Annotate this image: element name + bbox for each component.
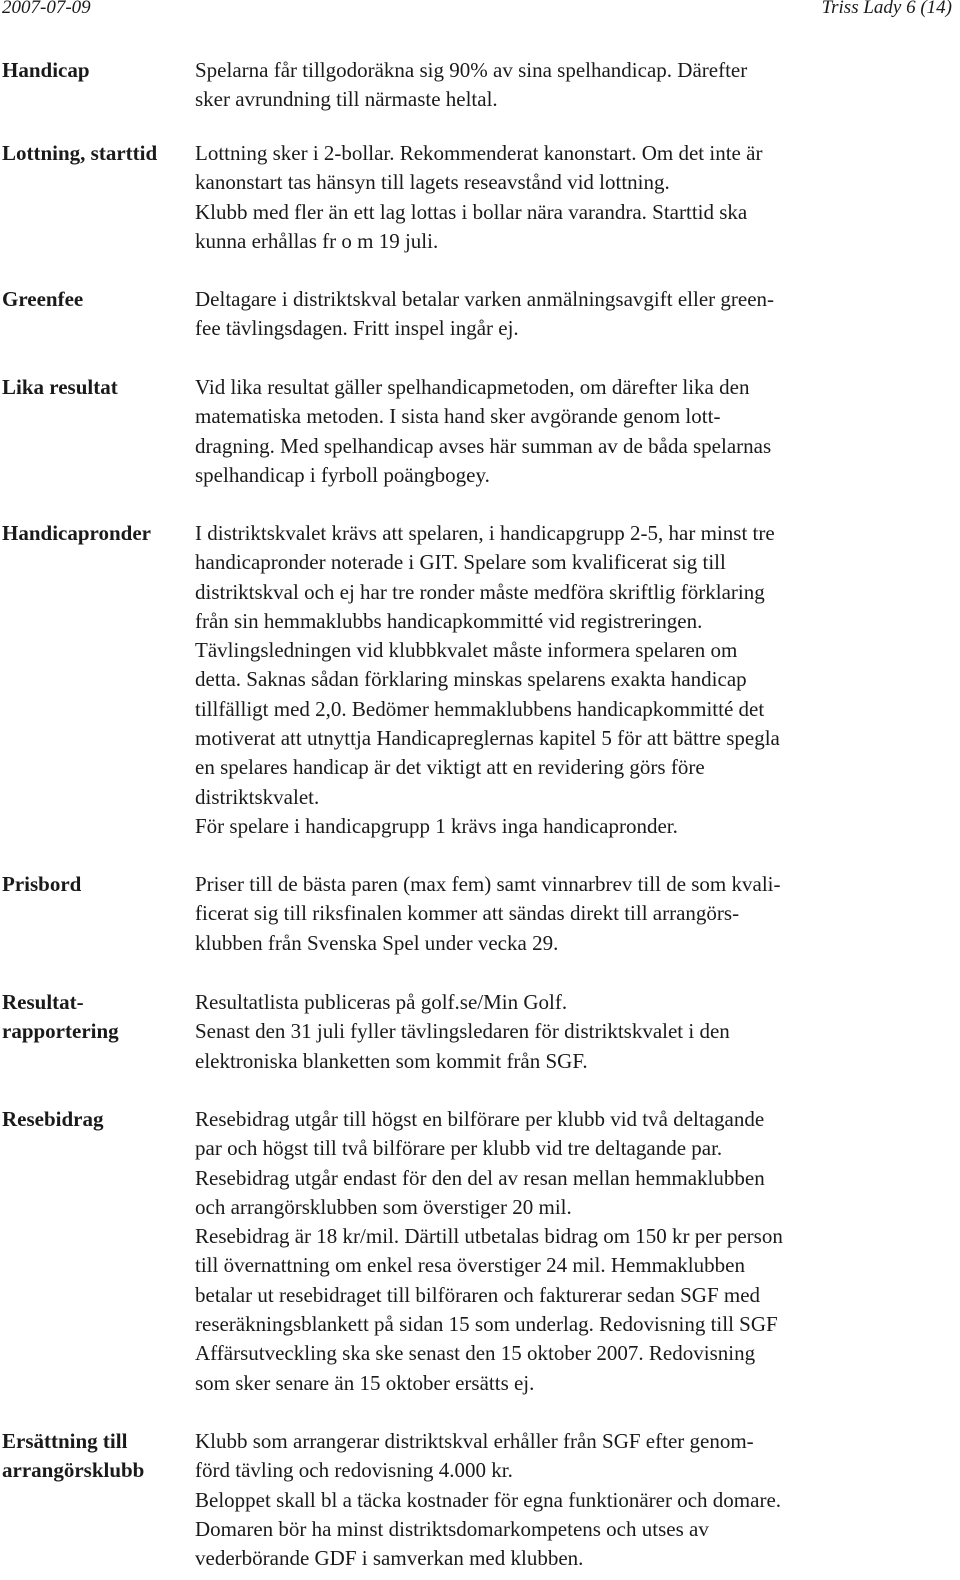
text-line: Beloppet skall bl a täcka kostnader för egna funktionärer och domare. <box>195 1487 782 1512</box>
label-line: Ersättning till <box>2 1429 128 1453</box>
section-label-resebidrag: Resebidrag <box>2 1107 104 1131</box>
text-line: ficerat sig till riksfinalen kommer att sändas direkt till arrangörs- <box>195 901 740 926</box>
text-line: I distriktskvalet krävs att spelaren, i handicapgrupp 2-5, har minst tre <box>195 521 775 545</box>
text-line: sker avrundning till närmaste heltal. <box>195 87 498 112</box>
label-line: rapportering <box>2 1019 119 1044</box>
text-line: från sin hemmaklubbs handicapkommitté vid registreringen. <box>195 608 703 633</box>
text-line: matematiska metoden. I sista hand sker avgörande genom lott- <box>195 404 721 429</box>
section-body-greenfee <box>195 285 955 344</box>
text-line: Affärsutveckling ska ske senast den 15 oktober 2007. Redovisning <box>195 1341 756 1366</box>
text-line: Klubb med fler än ett lag lottas i bollar nära varandra. Starttid ska <box>195 199 748 224</box>
section-label-resultatrapportering <box>2 988 187 1047</box>
label-line: Resultat- <box>2 990 84 1014</box>
label-line: arrangörsklubb <box>2 1458 145 1483</box>
text-line: och arrangörsklubben som överstiger 20 mil. <box>195 1194 572 1219</box>
text-line: kunna erhållas fr o m 19 juli. <box>195 228 439 253</box>
section-body-lika-resultat <box>195 373 955 490</box>
text-line: vederbörande GDF i samverkan med klubben. <box>195 1546 584 1571</box>
text-line: fee tävlingsdagen. Fritt inspel ingår ej. <box>195 316 519 341</box>
text-line: till övernattning om enkel resa överstiger 24 mil. Hemmaklubben <box>195 1253 745 1278</box>
section-body-handicap <box>195 56 955 115</box>
text-line: Resebidrag utgår endast för den del av resan mellan hemmaklubben <box>195 1165 765 1190</box>
text-line: betalar ut resebidraget till bilföraren och fakturerar sedan SGF med <box>195 1282 761 1307</box>
text-line: tillfälligt med 2,0. Bedömer hemmaklubbens handicapkommitté det <box>195 696 765 721</box>
header-date: 2007-07-09 <box>2 0 91 18</box>
text-line: som sker senare än 15 oktober ersätts ej. <box>195 1370 535 1395</box>
text-line: detta. Saknas sådan förklaring minskas spelarens exakta handicap <box>195 667 747 692</box>
text-line: Resultatlista publiceras på golf.se/Min Golf. <box>195 990 568 1014</box>
text-line: distriktskvalet. <box>195 784 320 809</box>
section-label-lottning: Lottning, starttid <box>2 141 158 165</box>
section-body-handicapronder <box>195 519 955 841</box>
section-label-prisbord: Prisbord <box>2 872 82 896</box>
text-line: Tävlingsledningen vid klubbkvalet måste informera spelaren om <box>195 638 738 663</box>
text-line: kanonstart tas hänsyn till lagets reseavstånd vid lottning. <box>195 170 670 195</box>
text-line: Resebidrag utgår till högst en bilförare per klubb vid två deltagande <box>195 1107 765 1131</box>
section-body-resebidrag <box>195 1105 955 1398</box>
section-body-prisbord <box>195 870 955 958</box>
header-doc-title: Triss Lady 6 (14) <box>821 0 952 18</box>
section-label-handicap: Handicap <box>2 58 90 82</box>
text-line: För spelare i handicapgrupp 1 krävs inga handicapronder. <box>195 813 678 838</box>
text-line: förd tävling och redovisning 4.000 kr. <box>195 1458 513 1483</box>
section-label-lika-resultat: Lika resultat <box>2 375 118 399</box>
section-body-ersattning <box>195 1427 955 1573</box>
text-line: Resebidrag är 18 kr/mil. Därtill utbetalas bidrag om 150 kr per person <box>195 1224 783 1249</box>
section-label-greenfee: Greenfee <box>2 287 84 311</box>
text-line: Domaren bör ha minst distriktsdomarkompetens och utses av <box>195 1516 709 1541</box>
section-label-ersattning <box>2 1427 187 1486</box>
section-body-lottning <box>195 139 955 256</box>
page-header <box>0 0 960 20</box>
text-line: reseräkningsblankett på sidan 15 som underlag. Redovisning till SGF <box>195 1312 778 1337</box>
text-line: Priser till de bästa paren (max fem) samt vinnarbrev till de som kvali- <box>195 872 781 896</box>
text-line: Spelarna får tillgodoräkna sig 90% av sina spelhandicap. Därefter <box>195 58 748 82</box>
text-line: Lottning sker i 2-bollar. Rekommenderat kanonstart. Om det inte är <box>195 141 763 165</box>
section-label-handicapronder: Handicapronder <box>2 521 151 545</box>
section-body-resultatrapportering <box>195 988 955 1076</box>
text-line: handicapronder noterade i GIT. Spelare som kvalificerat sig till <box>195 550 726 575</box>
text-line: dragning. Med spelhandicap avses här summan av de båda spelarnas <box>195 433 772 458</box>
text-line: Deltagare i distriktskval betalar varken anmälningsavgift eller green- <box>195 287 775 311</box>
text-line: spelhandicap i fyrboll poängbogey. <box>195 462 490 487</box>
text-line: Senast den 31 juli fyller tävlingsledaren för distriktskvalet i den <box>195 1019 730 1044</box>
text-line: par och högst till två bilförare per klubb vid tre deltagande par. <box>195 1136 723 1161</box>
text-line: Klubb som arrangerar distriktskval erhåller från SGF efter genom- <box>195 1429 754 1453</box>
text-line: elektroniska blanketten som kommit från SGF. <box>195 1048 588 1073</box>
text-line: Vid lika resultat gäller spelhandicapmetoden, om därefter lika den <box>195 375 750 399</box>
text-line: en spelares handicap är det viktigt att en revidering görs före <box>195 755 705 780</box>
text-line: motiverat att utnyttja Handicapreglernas kapitel 5 för att bättre spegla <box>195 726 780 751</box>
text-line: klubben från Svenska Spel under vecka 29. <box>195 930 559 955</box>
text-line: distriktskval och ej har tre ronder måste medföra skriftlig förklaring <box>195 579 765 604</box>
